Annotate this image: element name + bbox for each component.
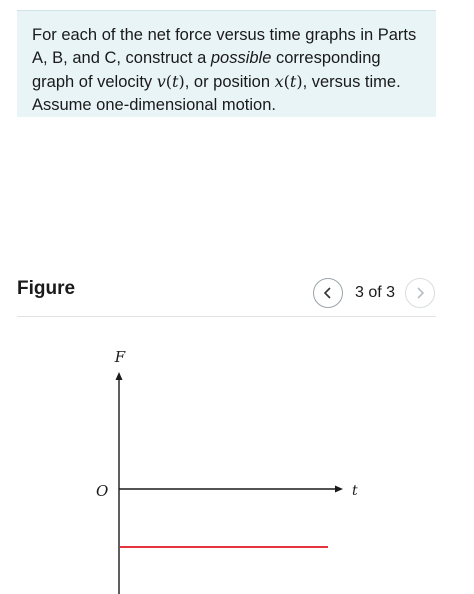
figure-heading: Figure (17, 278, 76, 299)
velocity-symbol: v (156, 72, 166, 91)
prompt-text-2: corresponding graph of velocity (32, 49, 381, 91)
chevron-right-icon (414, 286, 426, 300)
time-symbol-velocity: t (172, 72, 179, 91)
prompt-text-3: , or position (184, 73, 275, 91)
origin-label: O (96, 482, 109, 500)
position-symbol: x (274, 72, 284, 91)
chevron-left-icon (322, 286, 334, 300)
prompt-text-1: For each of the net force versus time graphs in Parts A, B, and C, construct a (32, 26, 417, 67)
prompt-emphasis: possible (210, 49, 272, 67)
problem-statement: For each of the net force versus time graphs in Parts A, B, and C, construct a possible corresponding graph of velocity v(t), or position x(t), versus time. Assume one-dimensional motion. (17, 10, 436, 117)
force-axis-label: F (114, 348, 126, 366)
time-axis-arrow (335, 486, 343, 493)
time-symbol-position: t (289, 72, 297, 91)
next-figure-button[interactable] (405, 278, 435, 308)
figure-counter: 3 of 3 (355, 284, 396, 301)
time-axis-label: t (352, 483, 358, 499)
figure-divider (17, 316, 436, 317)
prompt-text-4: , versus time. Assume one-dimensional motion. (32, 73, 401, 114)
force-time-graph (0, 340, 474, 594)
previous-figure-button[interactable] (313, 278, 343, 308)
force-axis-arrow (116, 372, 123, 380)
